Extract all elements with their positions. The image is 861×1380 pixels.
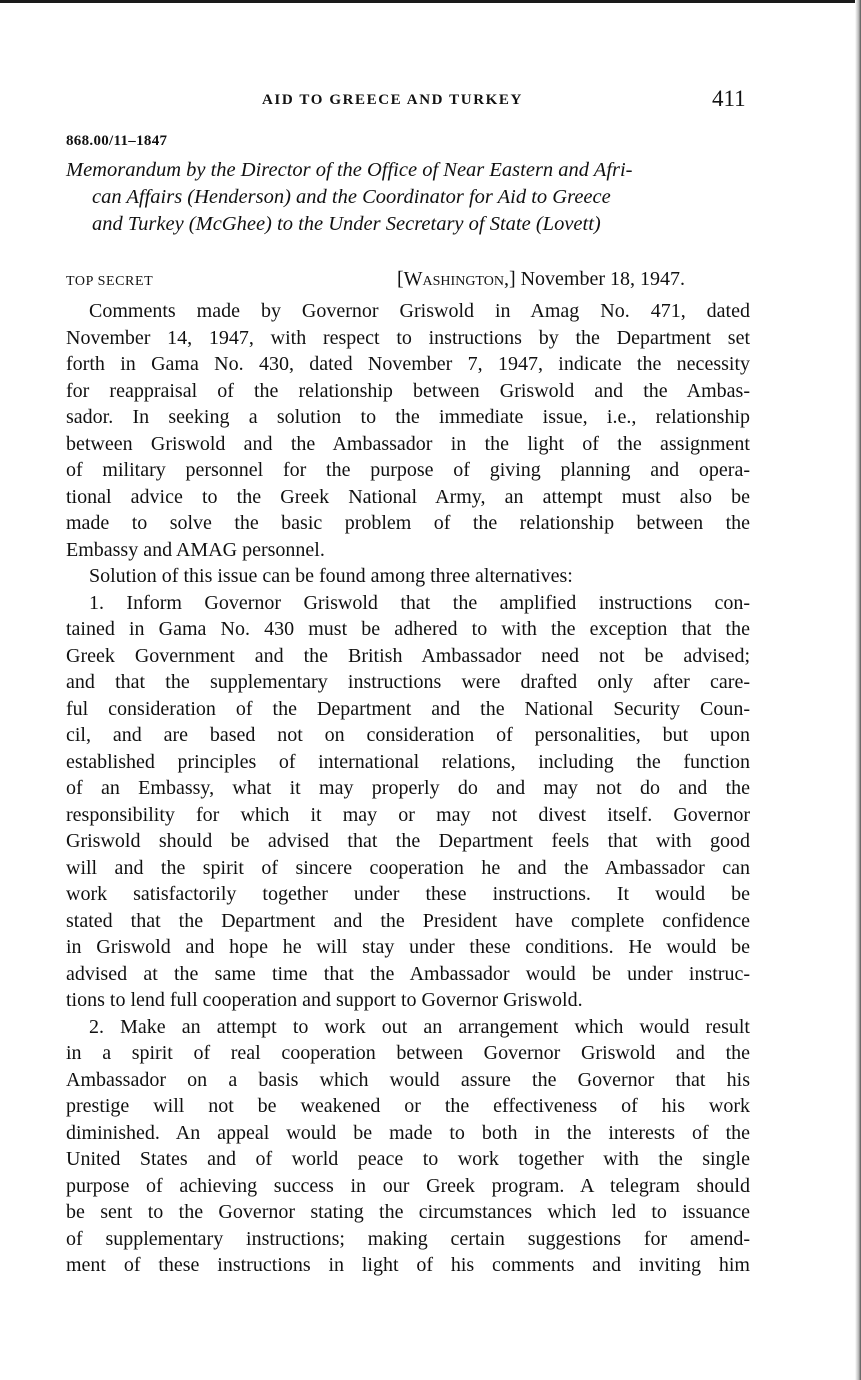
body-line: and that the supplementary instructions were drafted only after care- (66, 671, 750, 693)
body-line: stated that the Department and the President have complete confidence (66, 909, 750, 932)
running-head-title: AID TO GREECE AND TURKEY (262, 92, 523, 108)
top-rule (0, 0, 861, 3)
body-line: work satisfactorily together under these instructions. It would be (66, 883, 750, 905)
body-line: Solution of this issue can be found among three alternatives: (89, 565, 573, 587)
body-line: of an Embassy, what it may properly do and may not do and the (66, 777, 750, 799)
body-line: November 14, 1947, with respect to instructions by the Department set (66, 326, 750, 349)
memo-body (66, 298, 750, 1279)
body-line: Comments made by Governor Griswold in Amag No. 471, dated (89, 300, 750, 322)
body-line: will and the spirit of sincere cooperation he and the Ambassador can (66, 856, 750, 879)
memo-heading-line: can Affairs (Henderson) and the Coordinator for Aid to Greece (92, 186, 611, 208)
body-line: diminished. An appeal would be made to both in the interests of the (66, 1121, 750, 1144)
body-line: 1. Inform Governor Griswold that the amplified instructions con- (89, 591, 750, 614)
running-head (0, 86, 861, 120)
body-line: established principles of international relations, including the function (66, 750, 750, 773)
body-line: of military personnel for the purpose of giving planning and opera- (66, 459, 750, 481)
body-line: for reappraisal of the relationship between Griswold and the Ambas- (66, 379, 750, 402)
body-line: tional advice to the Greek National Army, an attempt must also be (66, 485, 750, 508)
body-line: in a spirit of real cooperation between Governor Griswold and the (66, 1042, 750, 1064)
page-number: 411 (712, 86, 746, 111)
body-line: purpose of achieving success in our Greek program. A telegram should (66, 1174, 750, 1197)
body-line: tions to lend full cooperation and support to Governor Griswold. (66, 989, 583, 1011)
body-line: ful consideration of the Department and the National Security Coun- (66, 697, 750, 720)
page-edge-shadow (855, 0, 861, 1380)
body-line: made to solve the basic problem of the relationship between the (66, 512, 750, 534)
memo-heading-line: and Turkey (McGhee) to the Under Secretary of State (Lovett) (92, 213, 601, 235)
memo-heading-line: Memorandum by the Director of the Office of Near Eastern and Afri- (66, 159, 633, 181)
body-line: of supplementary instructions; making certain suggestions for amend- (66, 1227, 750, 1250)
body-line: sador. In seeking a solution to the immediate issue, i.e., relationship (66, 406, 750, 428)
classification-label: TOP SECRET (66, 274, 154, 289)
body-line: forth in Gama No. 430, dated November 7, 1947, indicate the necessity (66, 353, 750, 375)
body-line: cil, and are based not on consideration of personalities, but upon (66, 724, 750, 746)
memo-heading (66, 157, 754, 238)
body-line: Griswold should be advised that the Department feels that with good (66, 830, 750, 852)
body-line: between Griswold and the Ambassador in the light of the assignment (66, 432, 750, 455)
body-line: in Griswold and hope he will stay under these conditions. He would be (66, 936, 750, 958)
body-line: Greek Government and the British Ambassador need not be advised; (66, 644, 750, 667)
body-line: ment of these instructions in light of his comments and inviting him (66, 1254, 750, 1276)
body-line: Embassy and AMAG personnel. (66, 538, 325, 561)
document-file-number: 868.00/11–1847 (66, 133, 168, 149)
body-line: tained in Gama No. 430 must be adhered to with the exception that the (66, 618, 750, 640)
body-line: advised at the same time that the Ambassador would be under instruc- (66, 962, 750, 985)
dateline-place: [Washington,] (397, 268, 516, 290)
body-line: United States and of world peace to work together with the single (66, 1148, 750, 1170)
dateline-date: November 18, 1947. (520, 268, 686, 290)
dateline (397, 268, 685, 291)
body-line: prestige will not be weakened or the effectiveness of his work (66, 1095, 750, 1117)
body-line: be sent to the Governor stating the circumstances which led to issuance (66, 1201, 750, 1223)
body-line: 2. Make an attempt to work out an arrangement which would result (89, 1015, 750, 1038)
body-line: responsibility for which it may or may not divest itself. Governor (66, 803, 750, 826)
body-line: Ambassador on a basis which would assure the Governor that his (66, 1068, 750, 1091)
